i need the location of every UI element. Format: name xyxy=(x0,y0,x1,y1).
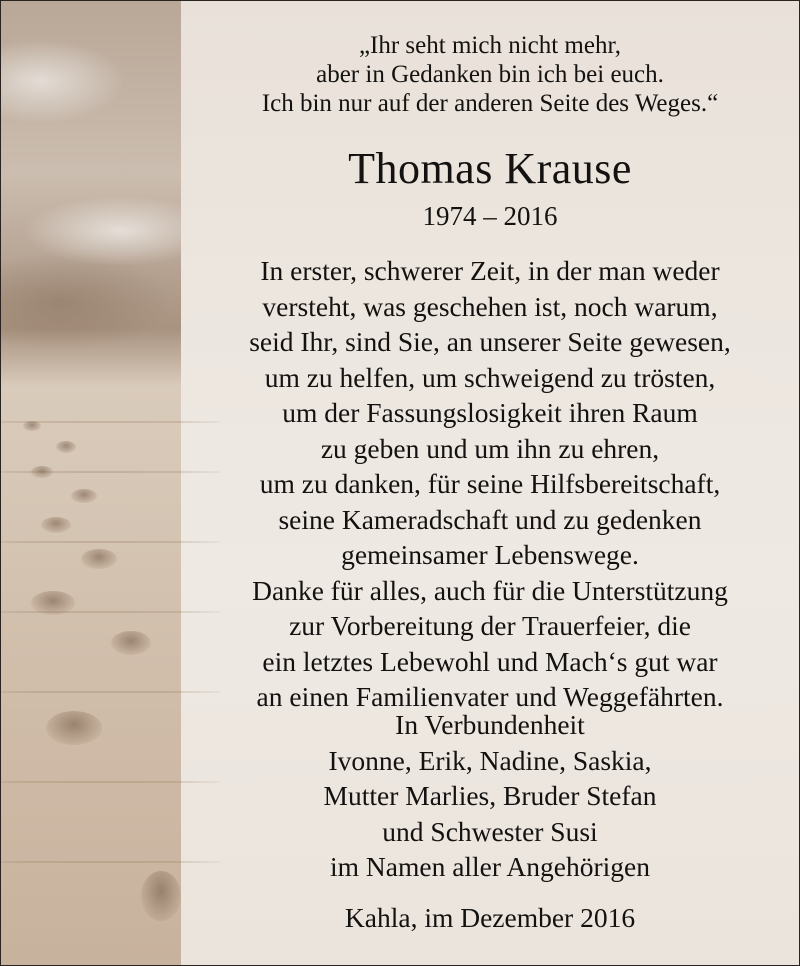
message-line: an einen Familienvater und Weggefährten. xyxy=(256,681,724,712)
quote xyxy=(191,31,789,118)
message-line: seine Kameradschaft und zu gedenken xyxy=(278,503,702,535)
message-line: Danke für alles, auch für die Unterstützung xyxy=(252,574,728,606)
closing-line: und Schwester Susi xyxy=(382,815,598,847)
message-line: zur Vorbereitung der Trauerfeier, die xyxy=(289,610,691,641)
message-line: seid Ihr, sind Sie, an unserer Seite gewesen, xyxy=(249,326,731,357)
footprint xyxy=(31,466,53,478)
footprint xyxy=(46,711,102,745)
footprints-sand-photo xyxy=(1,1,181,965)
message-line: um der Fassungslosigkeit ihren Raum xyxy=(282,397,698,428)
quote-line: aber in Gedanken bin ich bei euch. xyxy=(316,61,664,88)
closing-line: im Namen aller Angehörigen xyxy=(330,851,650,882)
message-line: zu geben und um ihn zu ehren, xyxy=(320,432,660,464)
footprint xyxy=(81,549,117,569)
footprint xyxy=(23,421,41,431)
message-line: In erster, schwerer Zeit, in der man weder xyxy=(260,255,720,286)
sand-ripple xyxy=(0,861,221,863)
life-dates: 1974 – 2016 xyxy=(422,201,558,231)
message-line: versteht, was geschehen ist, noch warum, xyxy=(262,290,718,322)
footprint xyxy=(141,871,181,921)
footprint xyxy=(111,631,151,655)
sand-ripple xyxy=(0,781,221,783)
sand-ripple xyxy=(0,611,221,613)
quote-line: Ich bin nur auf der anderen Seite des Weges.“ xyxy=(261,90,719,117)
closing-line: Ivonne, Erik, Nadine, Saskia, xyxy=(328,744,652,776)
message-line: ein letztes Lebewohl und Mach‘s gut war xyxy=(262,645,718,677)
footprint xyxy=(41,517,71,533)
sand-ripple xyxy=(0,541,221,543)
closing-line: In Verbundenheit xyxy=(395,709,585,740)
footprint xyxy=(31,591,75,615)
place-and-date: Kahla, im Dezember 2016 xyxy=(344,902,636,933)
thank-you-message xyxy=(191,253,789,715)
closing-line: Mutter Marlies, Bruder Stefan xyxy=(323,780,657,811)
quote-line: „Ihr seht mich nicht mehr, xyxy=(358,32,622,59)
sand-ripple xyxy=(0,691,221,693)
message-line: gemeinsamer Lebenswege. xyxy=(341,539,639,570)
footprint xyxy=(56,441,76,453)
message-line: um zu helfen, um schweigend zu trösten, xyxy=(264,361,716,393)
deceased-name: Thomas Krause xyxy=(348,144,632,193)
message-line: um zu danken, für seine Hilfsbereitschaft, xyxy=(259,468,721,499)
footprint xyxy=(71,489,97,503)
signatories xyxy=(191,707,789,885)
